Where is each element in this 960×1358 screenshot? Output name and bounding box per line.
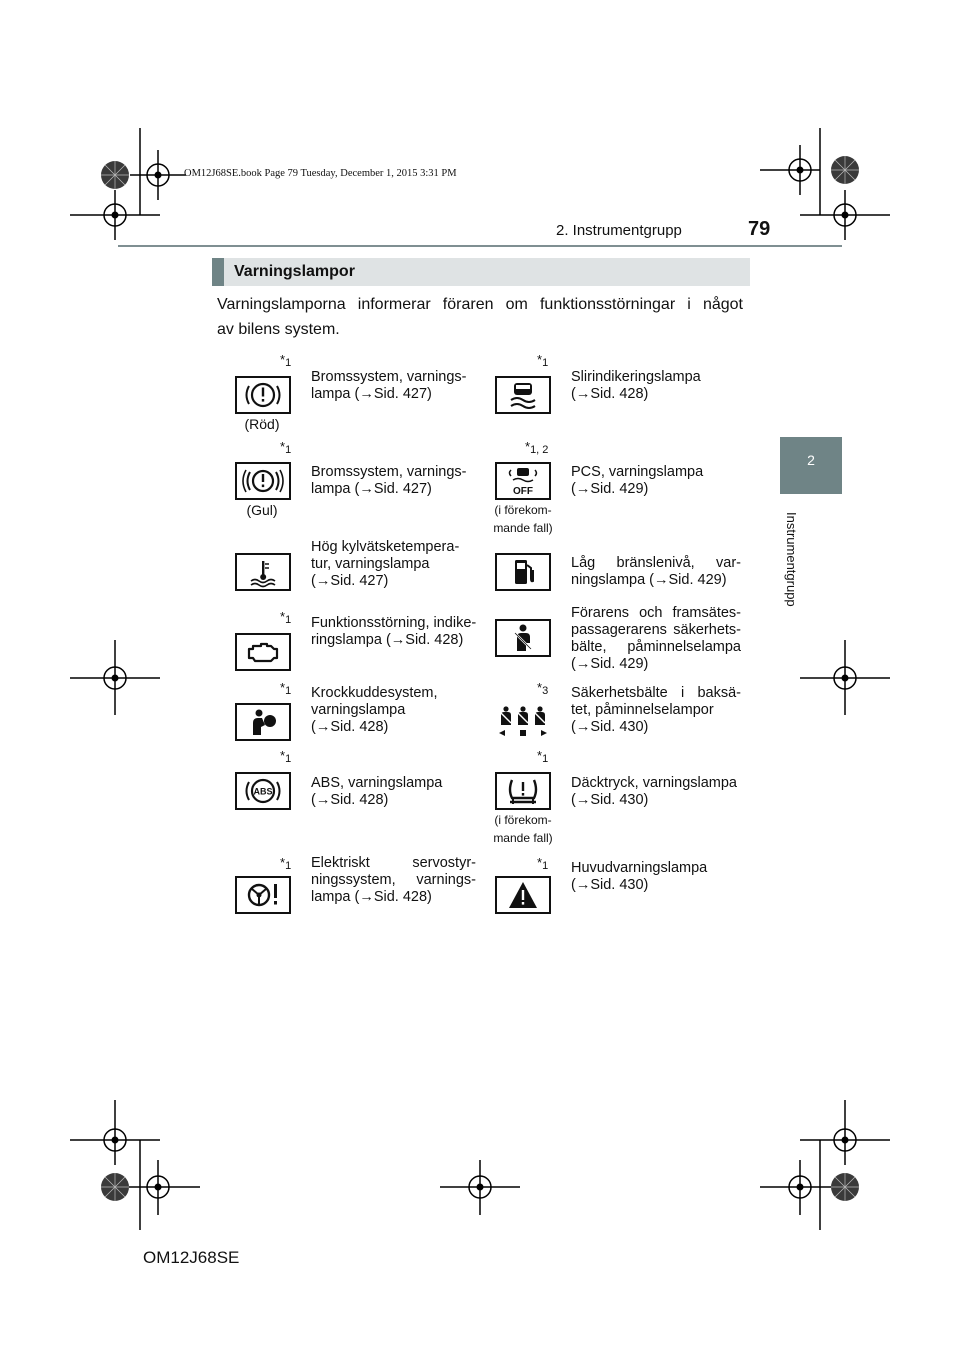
fuel-pump-icon <box>495 553 551 591</box>
slip-indicator-icon <box>495 376 551 414</box>
lamp-note: (Gul) <box>246 502 278 518</box>
svg-text:OFF: OFF <box>513 486 533 497</box>
side-tab-label: Instrumentgrupp <box>784 512 799 607</box>
lamp-description: Bromssystem, varnings- lampa (→Sid. 427) <box>311 369 467 402</box>
section-title: Varningslampor <box>234 263 355 280</box>
lamp-description: ABS, varningslampa (→Sid. 428) <box>311 775 443 808</box>
power-steering-icon <box>235 876 291 914</box>
lamp-description: Däcktryck, varningslampa (→Sid. 430) <box>571 775 737 808</box>
intro-line-1: Varningslamporna informerar föraren om funktionsstörningar i något <box>217 296 743 313</box>
coolant-temperature-icon <box>235 553 291 591</box>
check-engine-icon <box>235 633 291 671</box>
pcs-off-icon <box>495 462 551 500</box>
page-number: 79 <box>748 218 771 240</box>
footnote-marker: $*_1$ <box>537 352 549 369</box>
brake-warning-icon <box>235 462 291 500</box>
lamp-description: Låg bränslenivå, var- ningslampa (→Sid. 429) <box>571 555 741 588</box>
lamp-description: Huvudvarningslampa (→Sid. 430) <box>571 860 708 893</box>
side-tab-number: 2 <box>780 437 842 494</box>
footnote-marker: $*_1$ <box>280 439 292 456</box>
footnote-marker: $*_3$ <box>537 680 549 697</box>
lamp-description: Elektriskt servostyr- ningssystem, varnings- lampa (→Sid. 428) <box>311 855 476 905</box>
header-rule <box>118 245 842 247</box>
lamp-description: Hög kylvätsketempera- tur, varningslampa (→Sid. 427) <box>311 539 460 589</box>
tire-pressure-icon <box>495 772 551 810</box>
lamp-description: PCS, varningslampa (→Sid. 429) <box>571 464 704 497</box>
footnote-marker: $*_1$ <box>280 609 292 626</box>
master-warning-icon <box>495 876 551 914</box>
abs-icon <box>235 772 291 810</box>
airbag-icon <box>235 703 291 741</box>
section-intro <box>217 292 743 342</box>
lamp-note: (i förekom- mande fall) <box>493 503 553 535</box>
svg-text:ABS: ABS <box>253 786 273 797</box>
footnote-marker: $*_1$ <box>280 855 292 872</box>
lamp-description: Krockkuddesystem, varningslampa (→Sid. 428) <box>311 685 438 735</box>
lamp-note: (Röd) <box>244 416 280 432</box>
lamp-description: Förarens och framsätes- passagerarens säkerhets- bälte, påminnelselampa (→Sid. 429) <box>571 605 741 672</box>
lamp-description: Bromssystem, varnings- lampa (→Sid. 427) <box>311 464 467 497</box>
chapter-title: 2. Instrumentgrupp <box>556 222 682 239</box>
intro-line-2: av bilens system. <box>217 321 340 338</box>
seatbelt-icon <box>495 619 551 657</box>
footnote-marker: $*_1$ <box>537 855 549 872</box>
footnote-marker: $*_{1, 2}$ <box>525 439 549 456</box>
footnote-marker: $*_1$ <box>537 748 549 765</box>
footnote-marker: $*_1$ <box>280 352 292 369</box>
footnote-marker: $*_1$ <box>280 680 292 697</box>
document-code: OM12J68SE <box>143 1248 240 1267</box>
print-stamp: OM12J68SE.book Page 79 Tuesday, December 1, 2015 3:31 PM <box>184 168 457 179</box>
section-header <box>212 258 750 286</box>
lamp-note: (i förekom- mande fall) <box>493 813 553 845</box>
lamp-description: Funktionsstörning, indike- ringslampa (→Sid. 428) <box>311 615 477 648</box>
rear-seatbelt-icon <box>494 703 552 739</box>
lamp-description: Slirindikeringslampa (→Sid. 428) <box>571 369 701 402</box>
footnote-marker: $*_1$ <box>280 748 292 765</box>
brake-warning-icon <box>235 376 291 414</box>
lamp-description: Säkerhetsbälte i baksä- tet, påminnelselampor (→Sid. 430) <box>571 685 741 735</box>
